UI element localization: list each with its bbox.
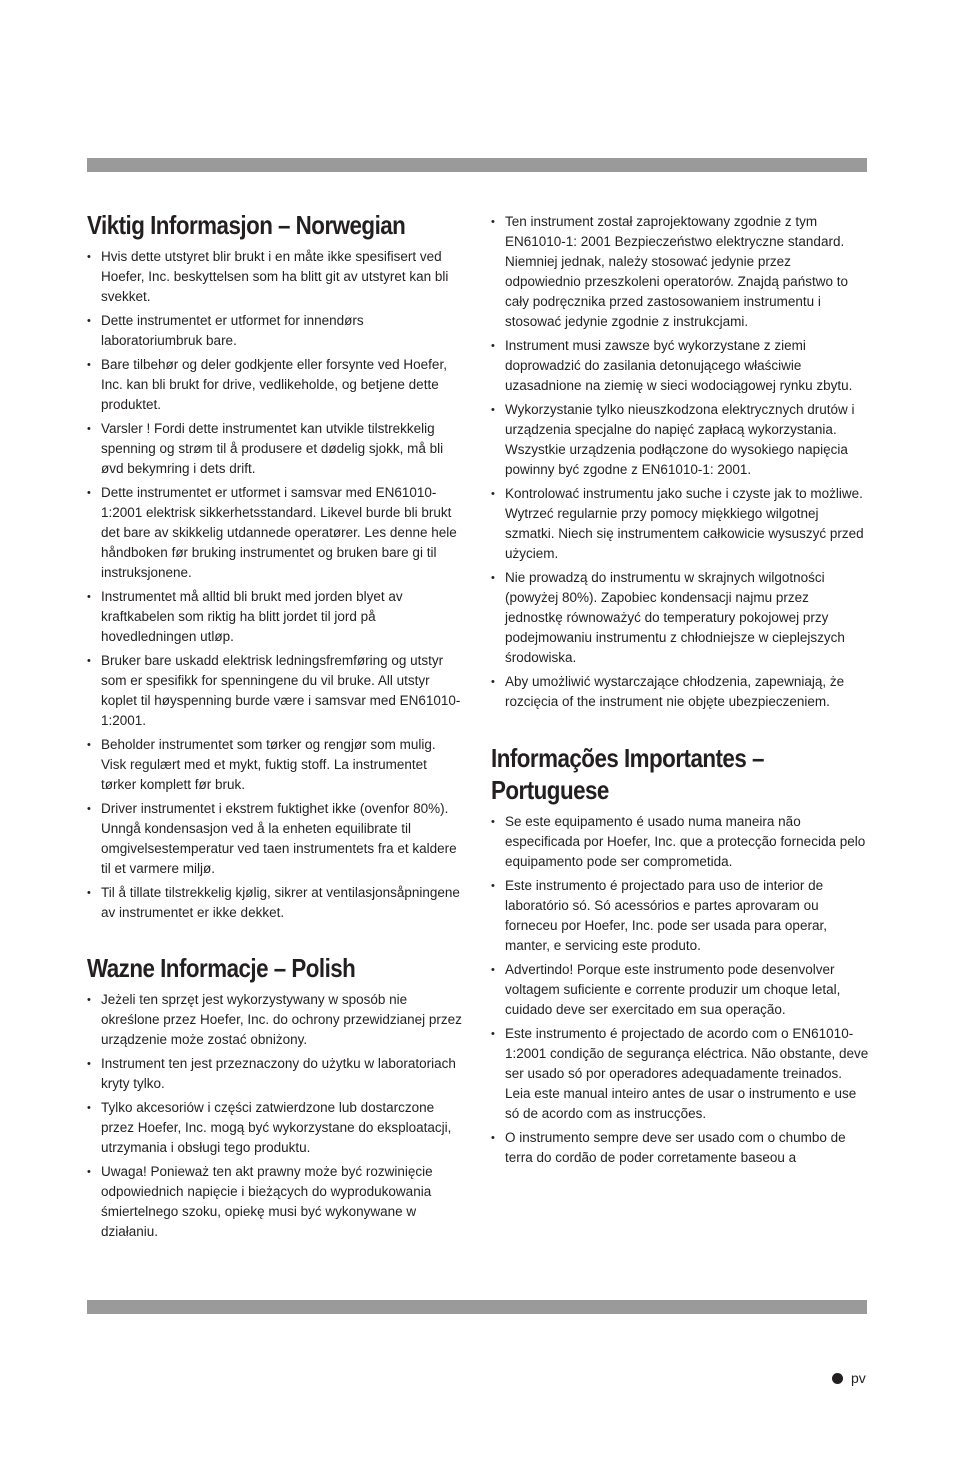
list-item: • Wykorzystanie tylko nieuszkodzona elektrycznych drutów i urządzenia specjalne do napięć zapłacą wykorzystania. Wszystkie urządzenia podłączone do wysokiego napięcia powinny być zgodne z EN61010-1: 2001. <box>491 400 869 480</box>
list-item: • Se este equipamento é usado numa maneira não especificada por Hoefer, Inc. que a protecção fornecida pelo equipamento pode ser comprometida. <box>491 812 869 872</box>
list-item: • O instrumento sempre deve ser usado com o chumbo de terra do cordão de poder corretamente baseou a <box>491 1128 869 1168</box>
page-footer <box>832 1370 866 1386</box>
polish-heading-wrap <box>87 953 463 984</box>
list-item: • Hvis dette utstyret blir brukt i en måte ikke spesifisert ved Hoefer, Inc. beskyttelsen som ha blitt git av utstyret kan bli svekket. <box>87 247 463 307</box>
section-gap <box>491 716 869 742</box>
list-item: • Nie prowadzą do instrumentu w skrajnych wilgotności (powyżej 80%). Zapobiec kondensacji najmu przez jednostkę równoważyć do temperatury pokojowej przy podejmowaniu instrumentu z chłodniejsze w cieplejszych środowiska. <box>491 568 869 668</box>
portuguese-heading-line1: Informações Importantes – <box>491 743 764 773</box>
bottom-rule <box>87 1300 867 1314</box>
list-item: • Este instrumento é projectado para uso de interior de laboratório só. Só acessórios e partes aprovaram ou forneceu por Hoefer, Inc. pode ser usada para operar, manter, e servicing este produto. <box>491 876 869 956</box>
page-number: pv <box>851 1370 866 1386</box>
right-column <box>491 212 869 1172</box>
list-item: • Instrument ten jest przeznaczony do użytku w laboratoriach kryty tylko. <box>87 1054 463 1094</box>
polish-list-left <box>87 990 463 1242</box>
norwegian-heading: Viktig Informasjon – Norwegian <box>87 210 406 240</box>
list-item: • Advertindo! Porque este instrumento pode desenvolver voltagem suficiente e corrente produzir um choque letal, cuidado deve ser exercitado em sua operação. <box>491 960 869 1020</box>
list-item: • Bruker bare uskadd elektrisk ledningsfremføring og utstyr som er spesifikk for spenningene du vil bruke. All utstyr koplet til høyspenning burde være i samsvar med EN61010-1:2001. <box>87 651 463 731</box>
list-item: • Uwaga! Ponieważ ten akt prawny może być rozwinięcie odpowiednich napięcie i bieżących do wyprodukowania śmiertelnego szoku, opiekę musi być wykonywane w działaniu. <box>87 1162 463 1242</box>
list-item: • Ten instrument został zaprojektowany zgodnie z tym EN61010-1: 2001 Bezpieczeństwo elektryczne standard. Niemniej jednak, należy stosować jedynie przez odpowiednio przeszkoleni operatorów. Znajdą państwo to cały podręcznika przed zastosowaniem instrumentu i stosować jedynie zgodnie z instrukcjami. <box>491 212 869 332</box>
list-item: • Varsler ! Fordi dette instrumentet kan utvikle tilstrekkelig spenning og strøm til å produsere et dødelig sjokk, må bli øvd bekymring i dets drift. <box>87 419 463 479</box>
norwegian-heading-wrap <box>87 210 463 241</box>
section-gap <box>87 927 463 953</box>
list-item: • Dette instrumentet er utformet i samsvar med EN61010-1:2001 elektrisk sikkerhetsstandard. Likevel burde bli brukt det bare av skikkelig utdannede operatører. Les denne hele håndboken før bruking instrumentet og bruken bare gi til instruksjonene. <box>87 483 463 583</box>
list-item: • Jeżeli ten sprzęt jest wykorzystywany w sposób nie określone przez Hoefer, Inc. do ochrony przewidzianej przez urządzenie może zostać obniżony. <box>87 990 463 1050</box>
list-item: • Este instrumento é projectado de acordo com o EN61010-1:2001 condição de segurança eléctrica. Não obstante, deve ser usado só por operadores adequadamente treinados. Leia este manual inteiro antes de usar o instrumento e use só de acordo com as instrucções. <box>491 1024 869 1124</box>
list-item: • Dette instrumentet er utformet for innendørs laboratoriumbruk bare. <box>87 311 463 351</box>
list-item: • Driver instrumentet i ekstrem fuktighet ikke (ovenfor 80%). Unngå kondensasjon ved å la enheten equilibrate til omgivelsestemperatur ved taen instrumentets fra et kaldere til et varmere miljø. <box>87 799 463 879</box>
norwegian-list <box>87 247 463 923</box>
polish-list-right <box>491 212 869 712</box>
list-item: • Kontrolować instrumentu jako suche i czyste jak to możliwe. Wytrzeć regularnie przy pomocy miękkiego wilgotnej szmatki. Niech się instrumentem całkowicie wysuszyć przed użyciem. <box>491 484 869 564</box>
list-item: • Tylko akcesoriów i części zatwierdzone lub dostarczone przez Hoefer, Inc. mogą być wykorzystane do eksploatacji, utrzymania i obsługi tego produktu. <box>87 1098 463 1158</box>
polish-heading: Wazne Informacje – Polish <box>87 953 356 983</box>
left-column <box>87 210 463 1246</box>
list-item: • Beholder instrumentet som tørker og rengjør som mulig. Visk regulært med et mykt, fuktig stoff. La instrumentet tørker komplett før bruk. <box>87 735 463 795</box>
portuguese-heading-wrap <box>491 742 869 806</box>
list-item: • Instrument musi zawsze być wykorzystane z ziemi doprowadzić do zasilania detonującego właściwie uzasadnione na ziemię w sieci wodociągowej rynku zbytu. <box>491 336 869 396</box>
portuguese-list <box>491 812 869 1168</box>
list-item: • Aby umożliwić wystarczające chłodzenia, zapewniają, że rozcięcia of the instrument nie objęte ubezpieczeniem. <box>491 672 869 712</box>
portuguese-heading-line2: Portuguese <box>491 775 609 805</box>
list-item: • Til å tillate tilstrekkelig kjølig, sikrer at ventilasjonsåpningene av instrumentet er ikke dekket. <box>87 883 463 923</box>
top-rule <box>87 158 867 172</box>
list-item: • Instrumentet må alltid bli brukt med jorden blyet av kraftkabelen som riktig ha blitt jordet til jord på hovedledningen utløp. <box>87 587 463 647</box>
list-item: • Bare tilbehør og deler godkjente eller forsynte ved Hoefer, Inc. kan bli brukt for drive, vedlikeholde, og betjene dette produktet. <box>87 355 463 415</box>
bullet-dot-icon <box>832 1373 843 1384</box>
